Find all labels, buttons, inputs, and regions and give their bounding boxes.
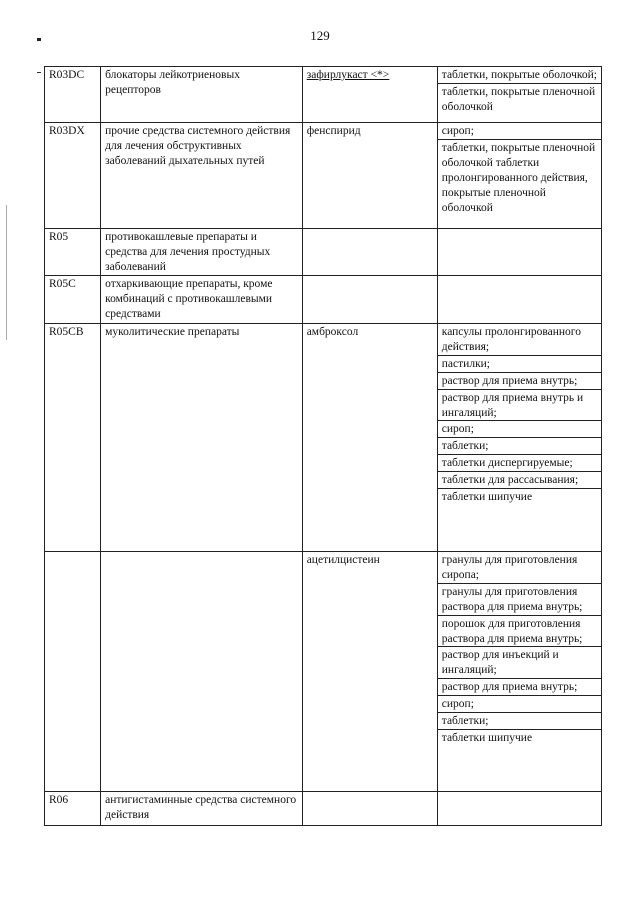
dosage-form: порошок для приготовления раствора для приема внутрь; [438, 615, 601, 647]
drug-name-text: зафирлукаст <*> [306, 69, 390, 81]
dosage-forms [437, 323, 601, 551]
group-name: отхаркивающие препараты, кроме комбинаций с противокашлевыми средствами [101, 275, 303, 323]
dosage-form: сироп; [438, 421, 601, 438]
drug-name: фенспирид [302, 123, 437, 229]
dosage-form: гранулы для приготовления раствора для приема внутрь; [438, 583, 601, 615]
dosage-form: таблетки шипучие [441, 491, 533, 504]
atc-code: R05C [45, 275, 101, 323]
dosage-form: таблетки шипучие [441, 732, 533, 745]
drug-name: ацетилцистеин [302, 551, 437, 791]
dosage-forms [437, 67, 601, 123]
group-name: муколитические препараты [101, 323, 303, 551]
drug-name: амброксол [302, 323, 437, 551]
dosage-form: таблетки, покрытые пленочной оболочкой таблетки пролонгированного действия, покрытые пленочной оболочкой [441, 141, 596, 214]
dosage-forms [437, 275, 601, 323]
dosage-forms [437, 791, 601, 825]
dosage-form: сироп; [438, 696, 601, 713]
dosage-form: таблетки диспергируемые; [438, 455, 601, 472]
dosage-form: таблетки для рассасывания; [438, 472, 601, 489]
page-number: 129 [310, 28, 330, 43]
dosage-form: пастилки; [438, 355, 601, 372]
dosage-form: капсулы пролонгированного действия; [438, 324, 601, 355]
dosage-form: раствор для приема внутрь; [438, 679, 601, 696]
drug-name [302, 67, 437, 123]
dosage-form: гранулы для приготовления сиропа; [438, 552, 601, 583]
atc-code: R03DC [45, 67, 101, 123]
margin-scan-line [6, 205, 7, 340]
dosage-form: таблетки; [438, 713, 601, 730]
table-row [45, 323, 602, 551]
atc-code: R06 [45, 791, 101, 825]
group-name: противокашлевые препараты и средства для лечения простудных заболеваний [101, 229, 303, 276]
drug-name [302, 275, 437, 323]
dosage-forms [437, 229, 601, 276]
group-name: блокаторы лейкотриеновых рецепторов [101, 67, 303, 123]
group-name: антигистаминные средства системного действия [101, 791, 303, 825]
drug-name [302, 229, 437, 276]
dosage-form: раствор для инъекций и ингаляций; [438, 647, 601, 679]
table-row [45, 67, 602, 123]
atc-code: R05CB [45, 323, 101, 551]
dosage-form: таблетки, покрытые оболочкой; [438, 67, 601, 83]
group-name: прочие средства системного действия для лечения обструктивных заболеваний дыхательных путей [101, 123, 303, 229]
table-row [45, 123, 602, 229]
dosage-forms [437, 551, 601, 791]
dosage-form: раствор для приема внутрь; [438, 372, 601, 389]
margin-dash-mark [37, 72, 41, 73]
table-row [45, 229, 602, 276]
table-row [45, 275, 602, 323]
dosage-form: сироп; [438, 123, 601, 139]
dosage-form: раствор для приема внутрь и ингаляций; [438, 389, 601, 421]
dosage-form: таблетки, покрытые пленочной оболочкой [441, 85, 596, 113]
table-row [45, 551, 602, 791]
group-name [101, 551, 303, 791]
dosage-forms [437, 123, 601, 229]
atc-code: R03DX [45, 123, 101, 229]
table-row [45, 791, 602, 825]
atc-code [45, 551, 101, 791]
atc-code: R05 [45, 229, 101, 276]
margin-dot-mark [37, 38, 41, 41]
drug-name [302, 791, 437, 825]
dosage-form: таблетки; [438, 438, 601, 455]
medicines-table [44, 66, 602, 826]
